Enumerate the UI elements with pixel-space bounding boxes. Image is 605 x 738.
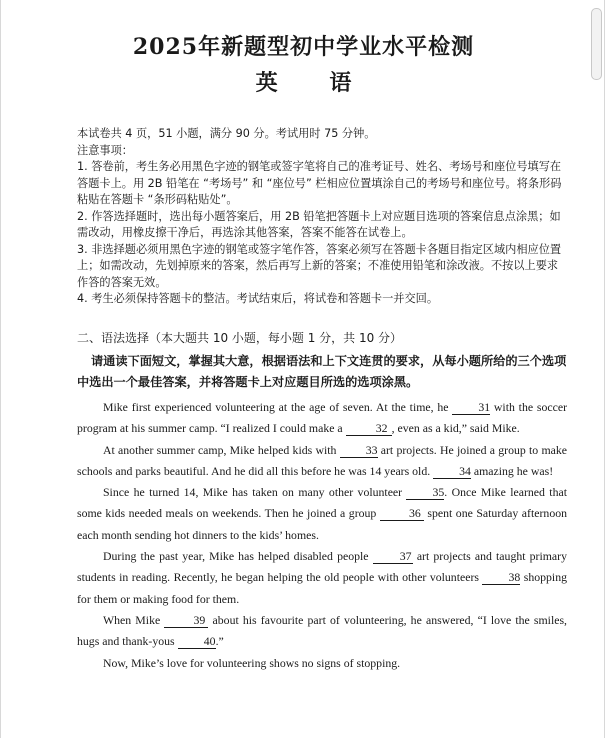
- passage-text: art projects. He joined a group to make schools and parks beautiful. And he did all this before he was 14 years old.: [77, 442, 568, 478]
- notes-item-2: 2. 作答选择题时，选出每小题答案后，用 2B 铅笔把答题卡上对应题目选项的答案信息点涂黑；如需改动，用橡皮擦干净后，再选涂其他答案，答案不能答在试卷上。: [77, 209, 561, 239]
- notes-item-3: 3. 非选择题必须用黑色字迹的钢笔或签字笔作答，答案必须写在答题卡各题目指定区域内相应位置上；如需改动，先划掉原来的答案，然后再写上新的答案；不准使用铅笔和涂改液。不按以上要求作答的答案无效。: [77, 242, 562, 289]
- answer-blank-38: 38: [482, 570, 520, 585]
- reading-passage: [77, 397, 567, 674]
- passage-paragraph: [77, 482, 567, 546]
- answer-blank-36: 36: [380, 506, 424, 521]
- section-heading: 二、语法选择（本大题共 10 小题，每小题 1 分，共 10 分）: [77, 331, 403, 345]
- answer-blank-32: 32: [346, 421, 392, 436]
- scrollbar-thumb[interactable]: [591, 8, 602, 80]
- answer-blank-34: 34: [433, 464, 471, 479]
- passage-text: .”: [215, 634, 224, 649]
- passage-text: Mike first experienced volunteering at the age of seven. At the time, he: [103, 400, 449, 414]
- passage-text: , even as a kid,” said Mike.: [391, 421, 520, 436]
- passage-text: When Mike: [103, 612, 161, 627]
- passage-text: art projects and taught primary students in reading. Recently, he began helping the old people with other volunteers: [77, 549, 567, 585]
- answer-blank-33: 33: [340, 443, 378, 458]
- passage-paragraph: [77, 546, 567, 610]
- notes-intro: 本试卷共 4 页，51 小题，满分 90 分。考试用时 75 分钟。: [77, 127, 376, 140]
- passage-text: spent one Saturday afternoon each month sending hot dinners to the kids’ homes.: [77, 506, 568, 542]
- passage-paragraph: [77, 610, 567, 653]
- passage-closing: Now, Mike’s love for volunteering shows no signs of stopping.: [103, 655, 401, 670]
- passage-text: During the past year, Mike has helped disabled people: [103, 549, 369, 564]
- exam-title: 2025年新题型初中学业水平检测: [132, 34, 475, 60]
- exam-notes: [77, 126, 567, 308]
- subject-title: 英 语: [255, 70, 374, 96]
- passage-text: . Once Mike learned that some kids needed meals on weekends. Then he joined a group: [77, 485, 567, 521]
- answer-blank-40: 40: [178, 634, 216, 649]
- passage-text: shopping for them or making food for them.: [77, 570, 568, 606]
- instructions-text: 请通读下面短文，掌握其大意，根据语法和上下文连贯的要求，从每小题所给的三个选项中选出一个最佳答案，并将答题卡上对应题目所选的选项涂黑。: [77, 354, 567, 389]
- passage-text: with the soccer program at his summer camp. “I realized I could make a: [77, 400, 567, 436]
- answer-blank-37: 37: [373, 549, 413, 564]
- answer-blank-35: 35: [406, 485, 444, 500]
- notes-heading: 注意事项：: [77, 143, 133, 157]
- passage-paragraph: [77, 397, 567, 440]
- passage-text: At another summer camp, Mike helped kids with: [103, 442, 337, 457]
- passage-text: about his favourite part of volunteering, he answered, “I love the smiles, hugs and thank-yous: [77, 612, 568, 649]
- answer-blank-39: 39: [164, 613, 208, 628]
- passage-paragraph: [77, 440, 567, 483]
- answer-blank-31: 31: [452, 400, 490, 415]
- passage-text: amazing he was!: [473, 463, 554, 478]
- section-instructions: [77, 351, 567, 393]
- notes-item-1: 1. 答卷前，考生务必用黑色字迹的钢笔或签字笔将自己的准考证号、姓名、考场号和座位号填写在答题卡上。用 2B 铅笔在 “考场号” 和 “座位号” 栏相应位置填涂自己的考场号和座位号。将条形码粘贴在答题卡 “条形码粘贴处”。: [77, 160, 562, 206]
- passage-text: Since he turned 14, Mike has taken on many other volunteer: [103, 485, 403, 500]
- notes-item-4: 4. 考生必须保持答题卡的整洁。考试结束后，将试卷和答题卡一并交回。: [77, 292, 439, 305]
